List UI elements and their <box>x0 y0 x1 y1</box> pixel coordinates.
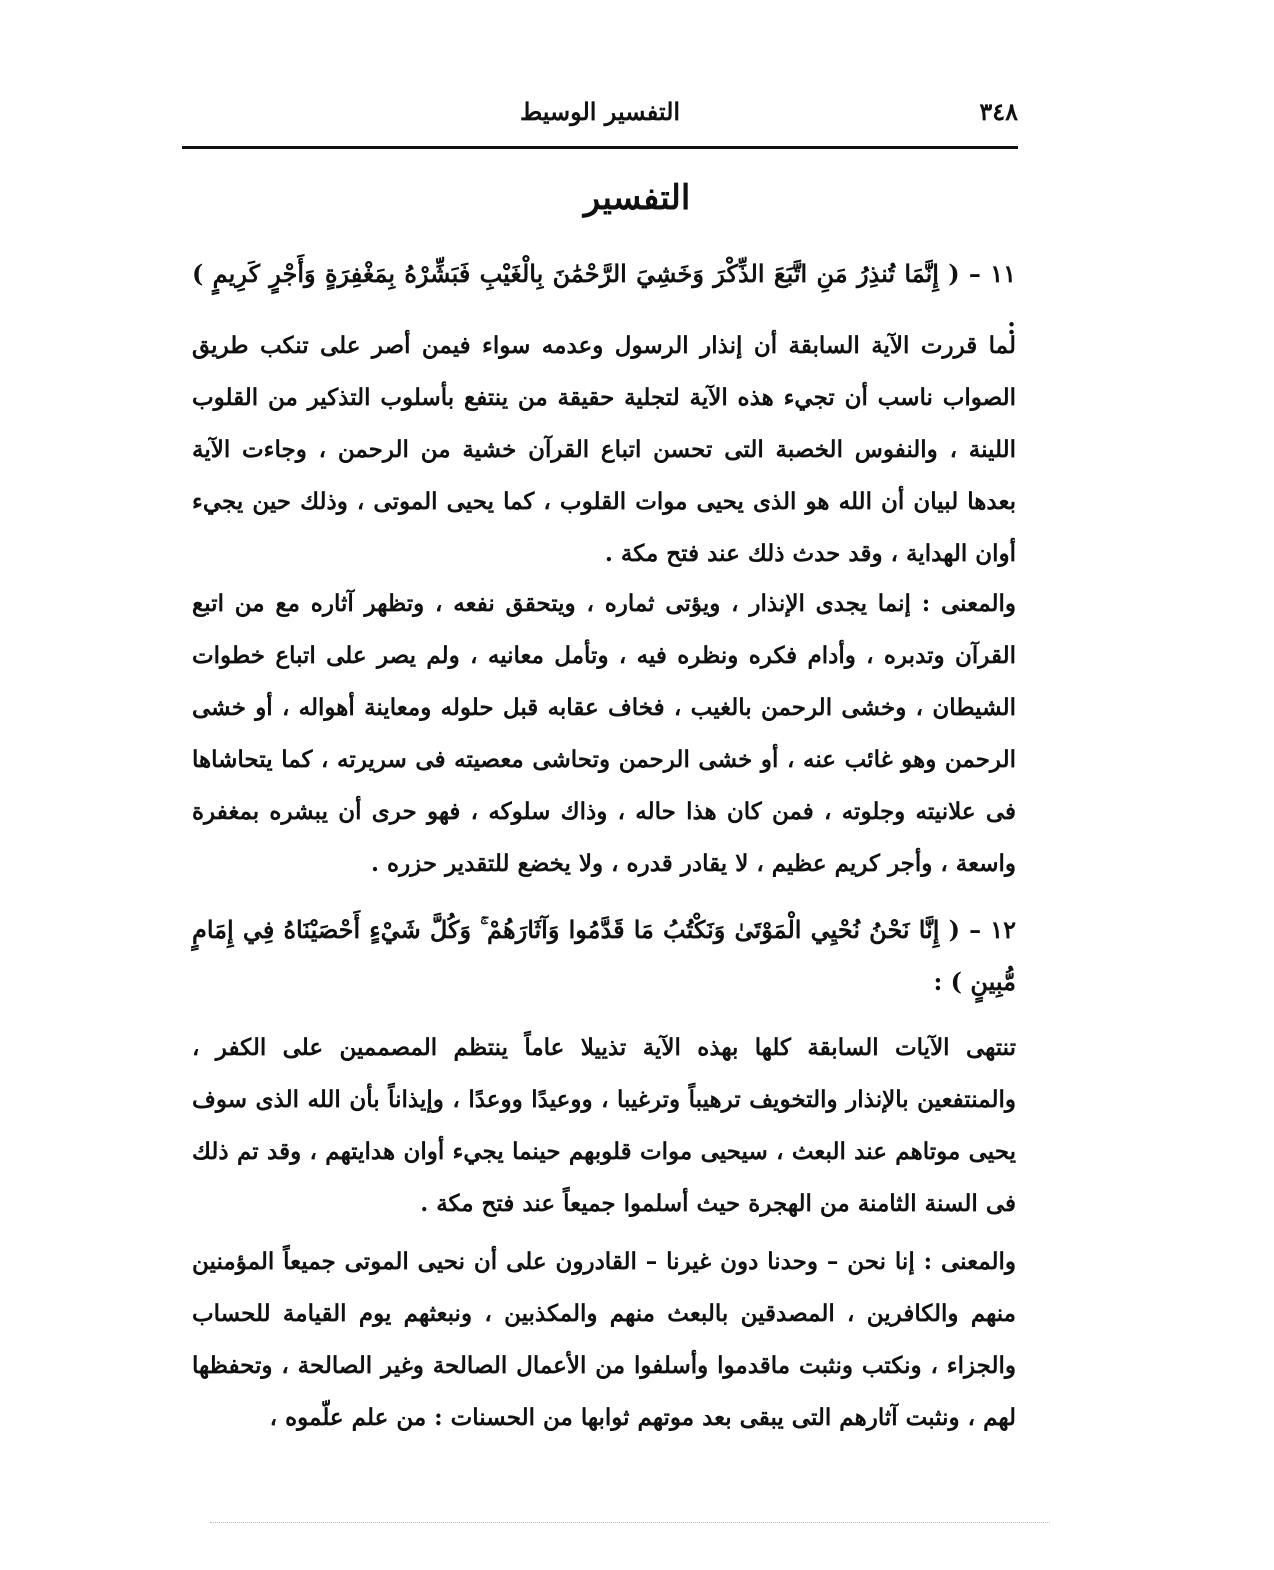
verse-11: ١١ – ( إِنَّمَا تُنذِرُ مَنِ اتَّبَعَ الذِّكْرَ وَخَشِيَ الرَّحْمَٰنَ بِالْغَيْبِ فَبَشِّرْهُ بِمَغْفِرَةٍ وَأَجْرٍ كَرِيمٍ ) : <box>192 259 1016 340</box>
paragraph-3: تنتهى الآيات السابقة كلها بهذه الآية تذييلا عاماً ينتظم المصممين على الكفر ، والمنتفعين بالإنذار والتخويف ترهيباً وترغيبا ، ووعيدًا ووعدًا ، وإيذاناً بأن الله الذى سوف يحيى موتاهم عند البعث ، سيحيى موات قلوبهم حينما يجيء أوان هدايتهم ، وقد تم ذلك فى السنة الثامنة من الهجرة حيث أسلموا جميعاً عند فتح مكة . <box>192 1034 1016 1217</box>
paragraph-1: لما قررت الآية السابقة أن إنذار الرسول وعدمه سواء فيمن أصر على تنكب طريق الصواب ناسب أن تجيء هذه الآية لتجلية حقيقة من ينتفع بأسلوب التذكير من القلوب اللينة ، والنفوس الخصبة التى تحسن اتباع القرآن خشية من الرحمن ، وجاءت الآية بعدها لبيان أن الله هو الذى يحيى موات القلوب ، كما يحيى الموتى ، وذلك حين يجيء أوان الهداية ، وقد حدث ذلك عند فتح مكة . <box>192 332 1016 567</box>
page-bottom-edge <box>210 1522 1050 1523</box>
paragraph-4: والمعنى : إنا نحن – وحدنا دون غيرنا – القادرون على أن نحيى الموتى جميعاً المؤمنين منهم والكافرين ، المصدقين بالبعث منهم والمكذبين ، ونبعثهم يوم القيامة للحساب والجزاء ، ونكتب ونثبت ماقدموا وأسلفوا من الأعمال الصالحة وغير الصالحة ، وتحفظها لهم ، ونثبت آثارهم التى يبقى بعد موتهم ثوابها من الحسنات : من علم علّموه ، <box>192 1248 1016 1431</box>
section-heading: التفسير <box>583 178 691 218</box>
running-head <box>182 95 1018 139</box>
header-rule <box>182 146 1018 149</box>
page-number: ٣٤٨ <box>979 97 1018 126</box>
book-title: التفسير الوسيط <box>519 97 681 126</box>
paragraph-2: والمعنى : إنما يجدى الإنذار ، ويؤتى ثماره ، ويتحقق نفعه ، وتظهر آثاره مع من اتبع القرآن وتدبره ، وأدام فكره ونظره فيه ، وتأمل معانيه ، ولم يصر على اتباع خطوات الشيطان ، وخشى الرحمن بالغيب ، فخاف عقابه قبل حلوله ومعاينة أهواله ، أو خشى الرحمن وهو غائب عنه ، أو خشى الرحمن وتحاشى معصيته فى سريرته ، كما يتحاشاها فى علانيته وجلوته ، فمن كان هذا حاله ، وذاك سلوكه ، فهو حرى أن يبشره بمغفرة واسعة ، وأجر كريم عظيم ، لا يقادر قدره ، ولا يخضع للتقدير حزره . <box>192 590 1016 877</box>
verse-12: ١٢ – ( إِنَّا نَحْنُ نُحْيِي الْمَوْتَىٰ وَنَكْتُبُ مَا قَدَّمُوا وَآثَارَهُمْ ۚ وَكُلَّ شَيْءٍ أَحْصَيْنَاهُ فِي إِمَامٍ مُّبِينٍ ) : <box>192 915 1016 996</box>
